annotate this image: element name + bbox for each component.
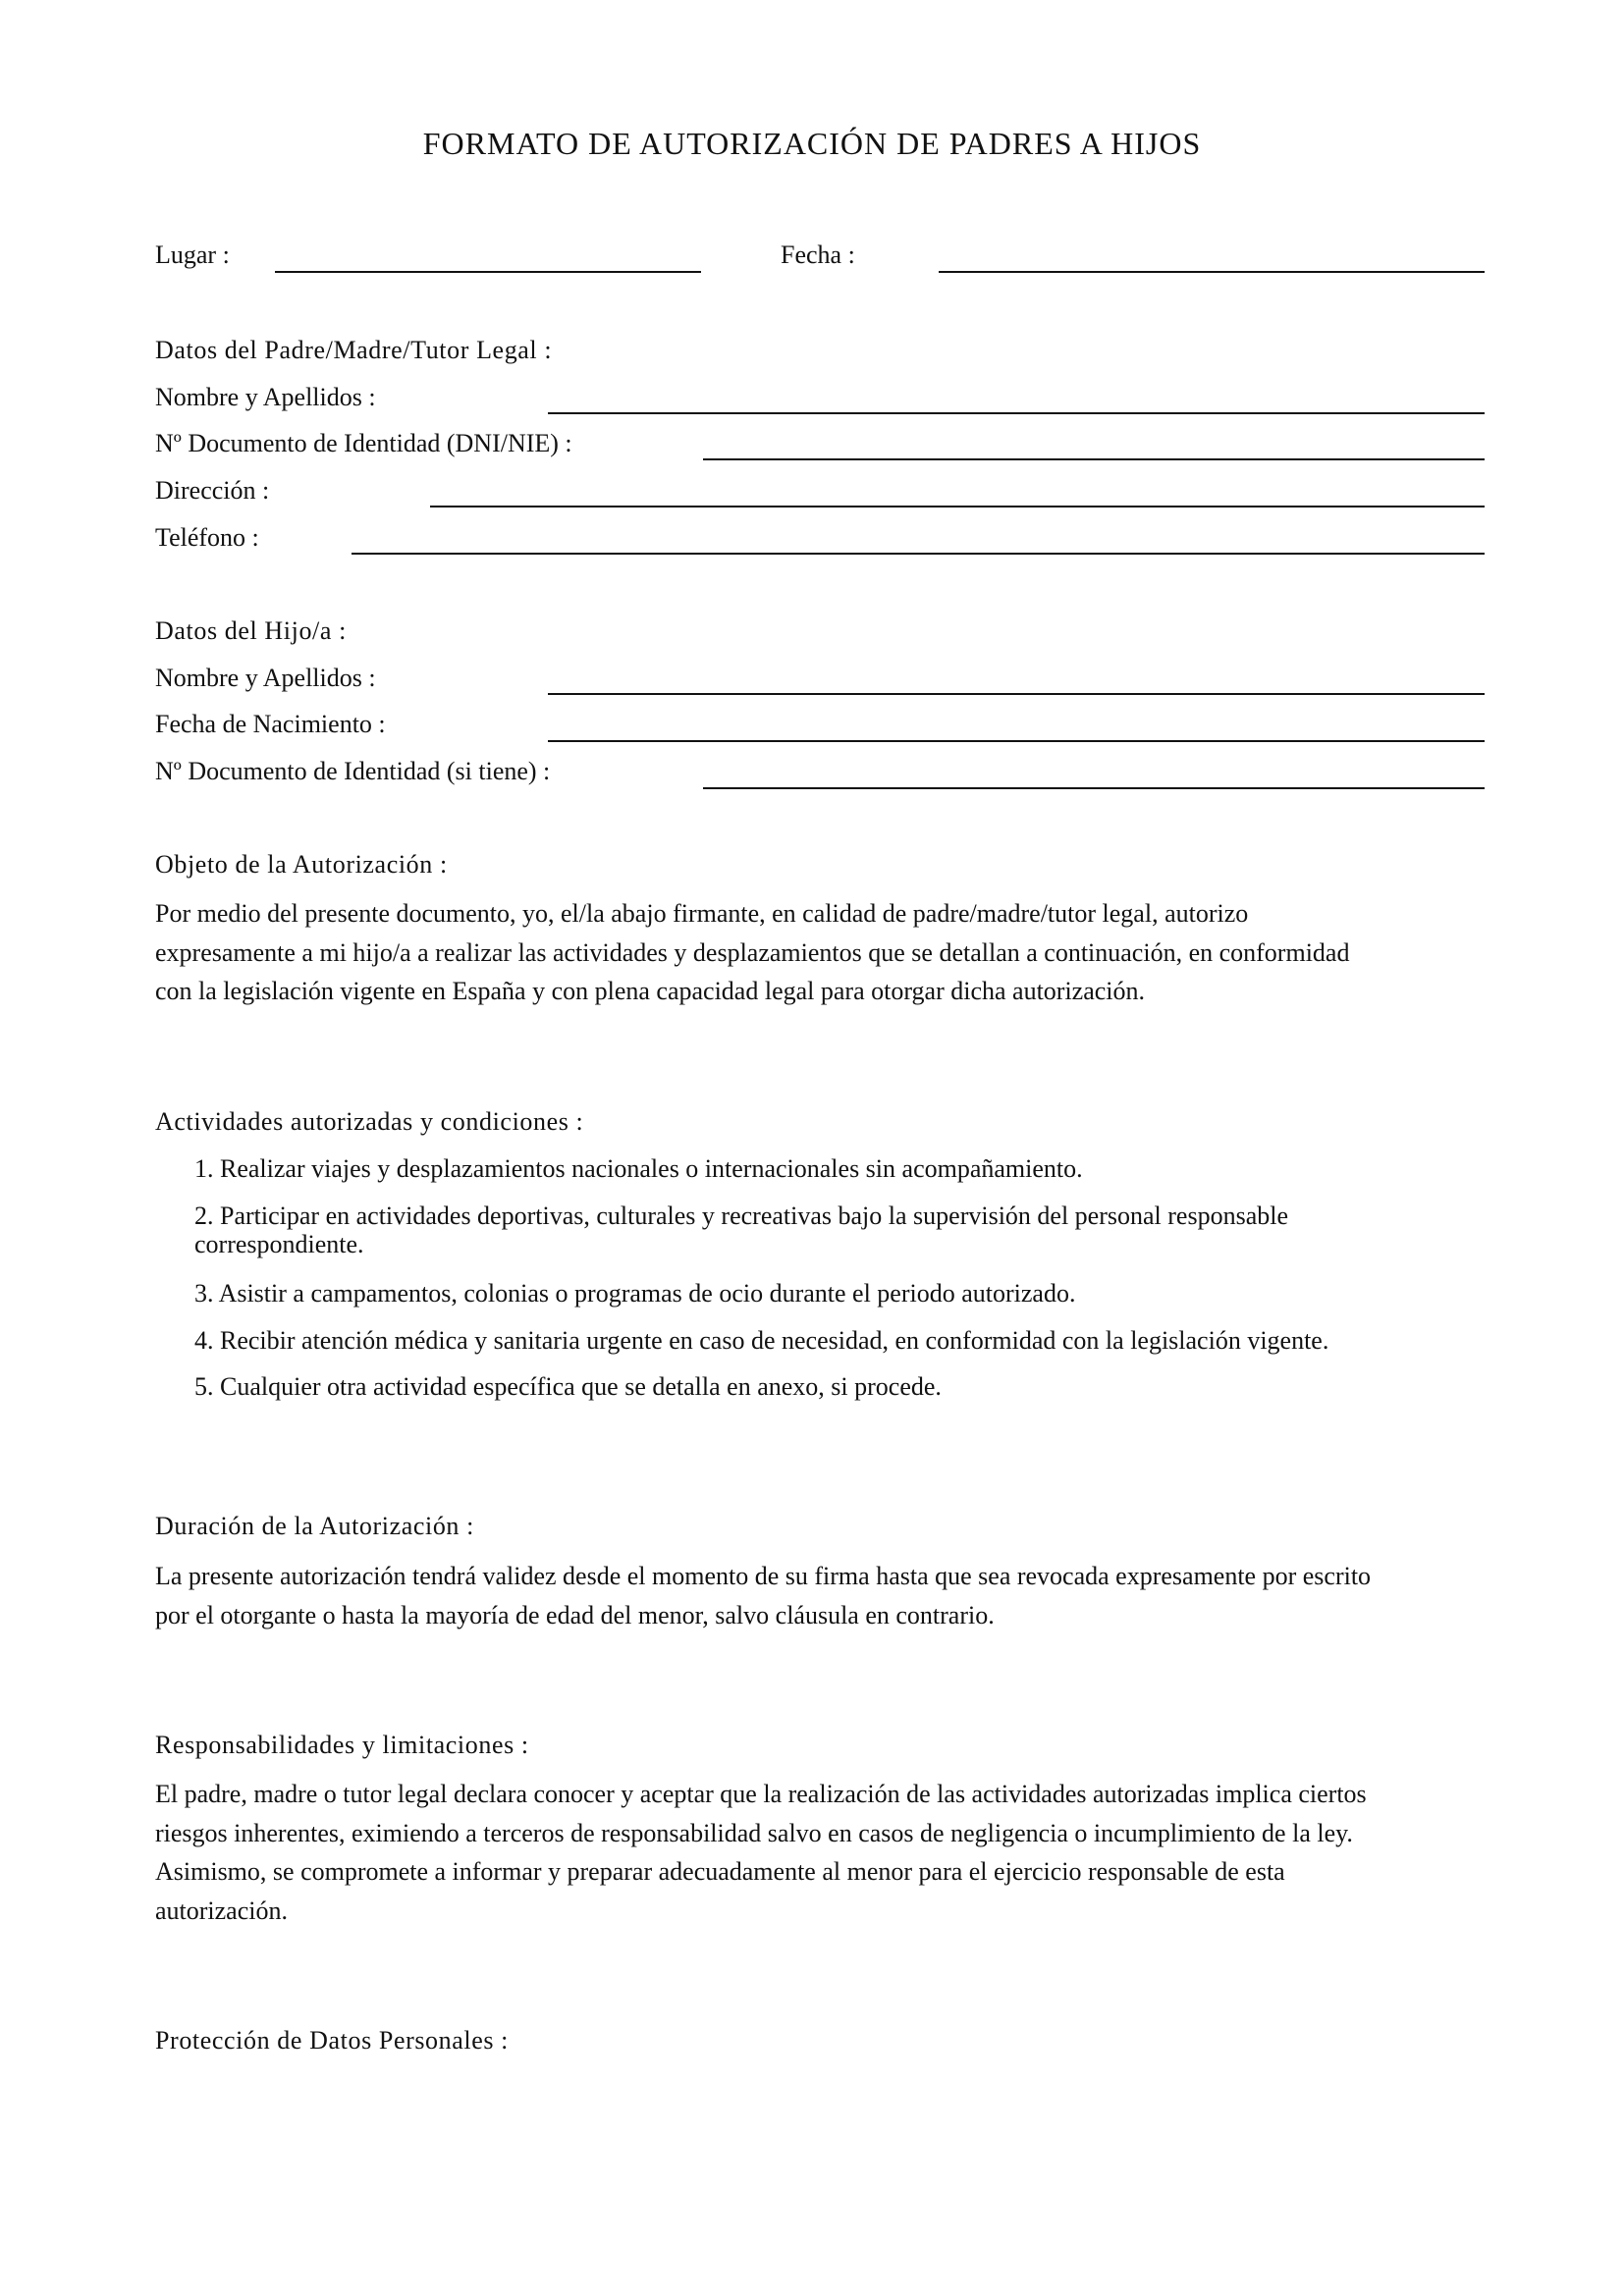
parent-name-label: Nombre y Apellidos : [155,383,376,411]
paragraph-line: por el otorgante o hasta la mayoría de edad del menor, salvo cláusula en contrario. [155,1600,995,1629]
child-birthdate-label: Fecha de Nacimiento : [155,710,386,738]
paragraph-line: riesgos inherentes, eximiendo a terceros de responsabilidad salvo en casos de negligencia o incumplimiento de la ley. [155,1818,1353,1847]
parent-address-field-line[interactable] [430,506,1485,507]
paragraph-line: expresamente a mi hijo/a a realizar las actividades y desplazamientos que se detallan a continuación, en conformidad [155,937,1350,967]
activity-item-1 [194,1154,1490,1183]
duration-paragraph [155,1557,1490,1634]
child-section-heading: Datos del Hijo/a : [155,616,347,645]
document-title: FORMATO DE AUTORIZACIÓN DE PADRES A HIJOS [422,126,1202,161]
child-birthdate-field-line[interactable] [548,740,1485,742]
purpose-paragraph [155,894,1490,1011]
purpose-heading: Objeto de la Autorización : [155,850,448,879]
activity-line: 2. Participar en actividades deportivas, culturales y recreativas bajo la supervisión del personal responsable [194,1201,1289,1230]
activity-line: 5. Cualquier otra actividad específica que se detalla en anexo, si procede. [194,1372,942,1401]
activity-item-4 [194,1326,1490,1355]
parent-section-heading: Datos del Padre/Madre/Tutor Legal : [155,336,553,364]
parent-document-field-line[interactable] [703,458,1485,460]
activity-item-2 [194,1201,1490,1258]
child-name-field-line[interactable] [548,693,1485,695]
paragraph-line: Asimismo, se compromete a informar y preparar adecuadamente al menor para el ejercicio responsable de esta [155,1857,1285,1886]
activity-line: 3. Asistir a campamentos, colonias o programas de ocio durante el periodo autorizado. [194,1279,1076,1308]
lugar-label: Lugar : [155,240,230,269]
child-name-label: Nombre y Apellidos : [155,664,376,692]
responsibilities-heading: Responsabilidades y limitaciones : [155,1731,529,1759]
paragraph-line: Por medio del presente documento, yo, el/la abajo firmante, en calidad de padre/madre/tutor legal, autorizo [155,899,1249,928]
activity-item-3 [194,1279,1490,1308]
paragraph-line: La presente autorización tendrá validez desde el momento de su firma hasta que sea revocada expresamente por escrito [155,1562,1372,1590]
data-protection-heading: Protección de Datos Personales : [155,2026,510,2055]
child-document-field-line[interactable] [703,787,1485,789]
fecha-label: Fecha : [781,240,855,269]
parent-phone-label: Teléfono : [155,523,259,552]
paragraph-line: El padre, madre o tutor legal declara conocer y aceptar que la realización de las actividades autorizadas implica ciertos [155,1780,1367,1808]
activity-line: 4. Recibir atención médica y sanitaria urgente en caso de necesidad, en conformidad con la legislación vigente. [194,1326,1329,1355]
parent-phone-field-line[interactable] [352,553,1485,555]
responsibilities-paragraph [155,1775,1490,1930]
paragraph-line: autorización. [155,1896,288,1925]
duration-heading: Duración de la Autorización : [155,1512,474,1540]
activity-item-5 [194,1372,1490,1401]
fecha-field-line[interactable] [939,271,1485,273]
paragraph-line: con la legislación vigente en España y con plena capacidad legal para otorgar dicha autorización. [155,977,1146,1005]
activity-line: correspondiente. [194,1230,364,1258]
parent-address-label: Dirección : [155,476,270,505]
activity-line: 1. Realizar viajes y desplazamientos nacionales o internacionales sin acompañamiento. [194,1154,1083,1183]
lugar-field-line[interactable] [275,271,701,273]
activities-heading: Actividades autorizadas y condiciones : [155,1107,584,1136]
parent-document-label: Nº Documento de Identidad (DNI/NIE) : [155,429,572,457]
parent-name-field-line[interactable] [548,412,1485,414]
child-document-label: Nº Documento de Identidad (si tiene) : [155,757,551,785]
